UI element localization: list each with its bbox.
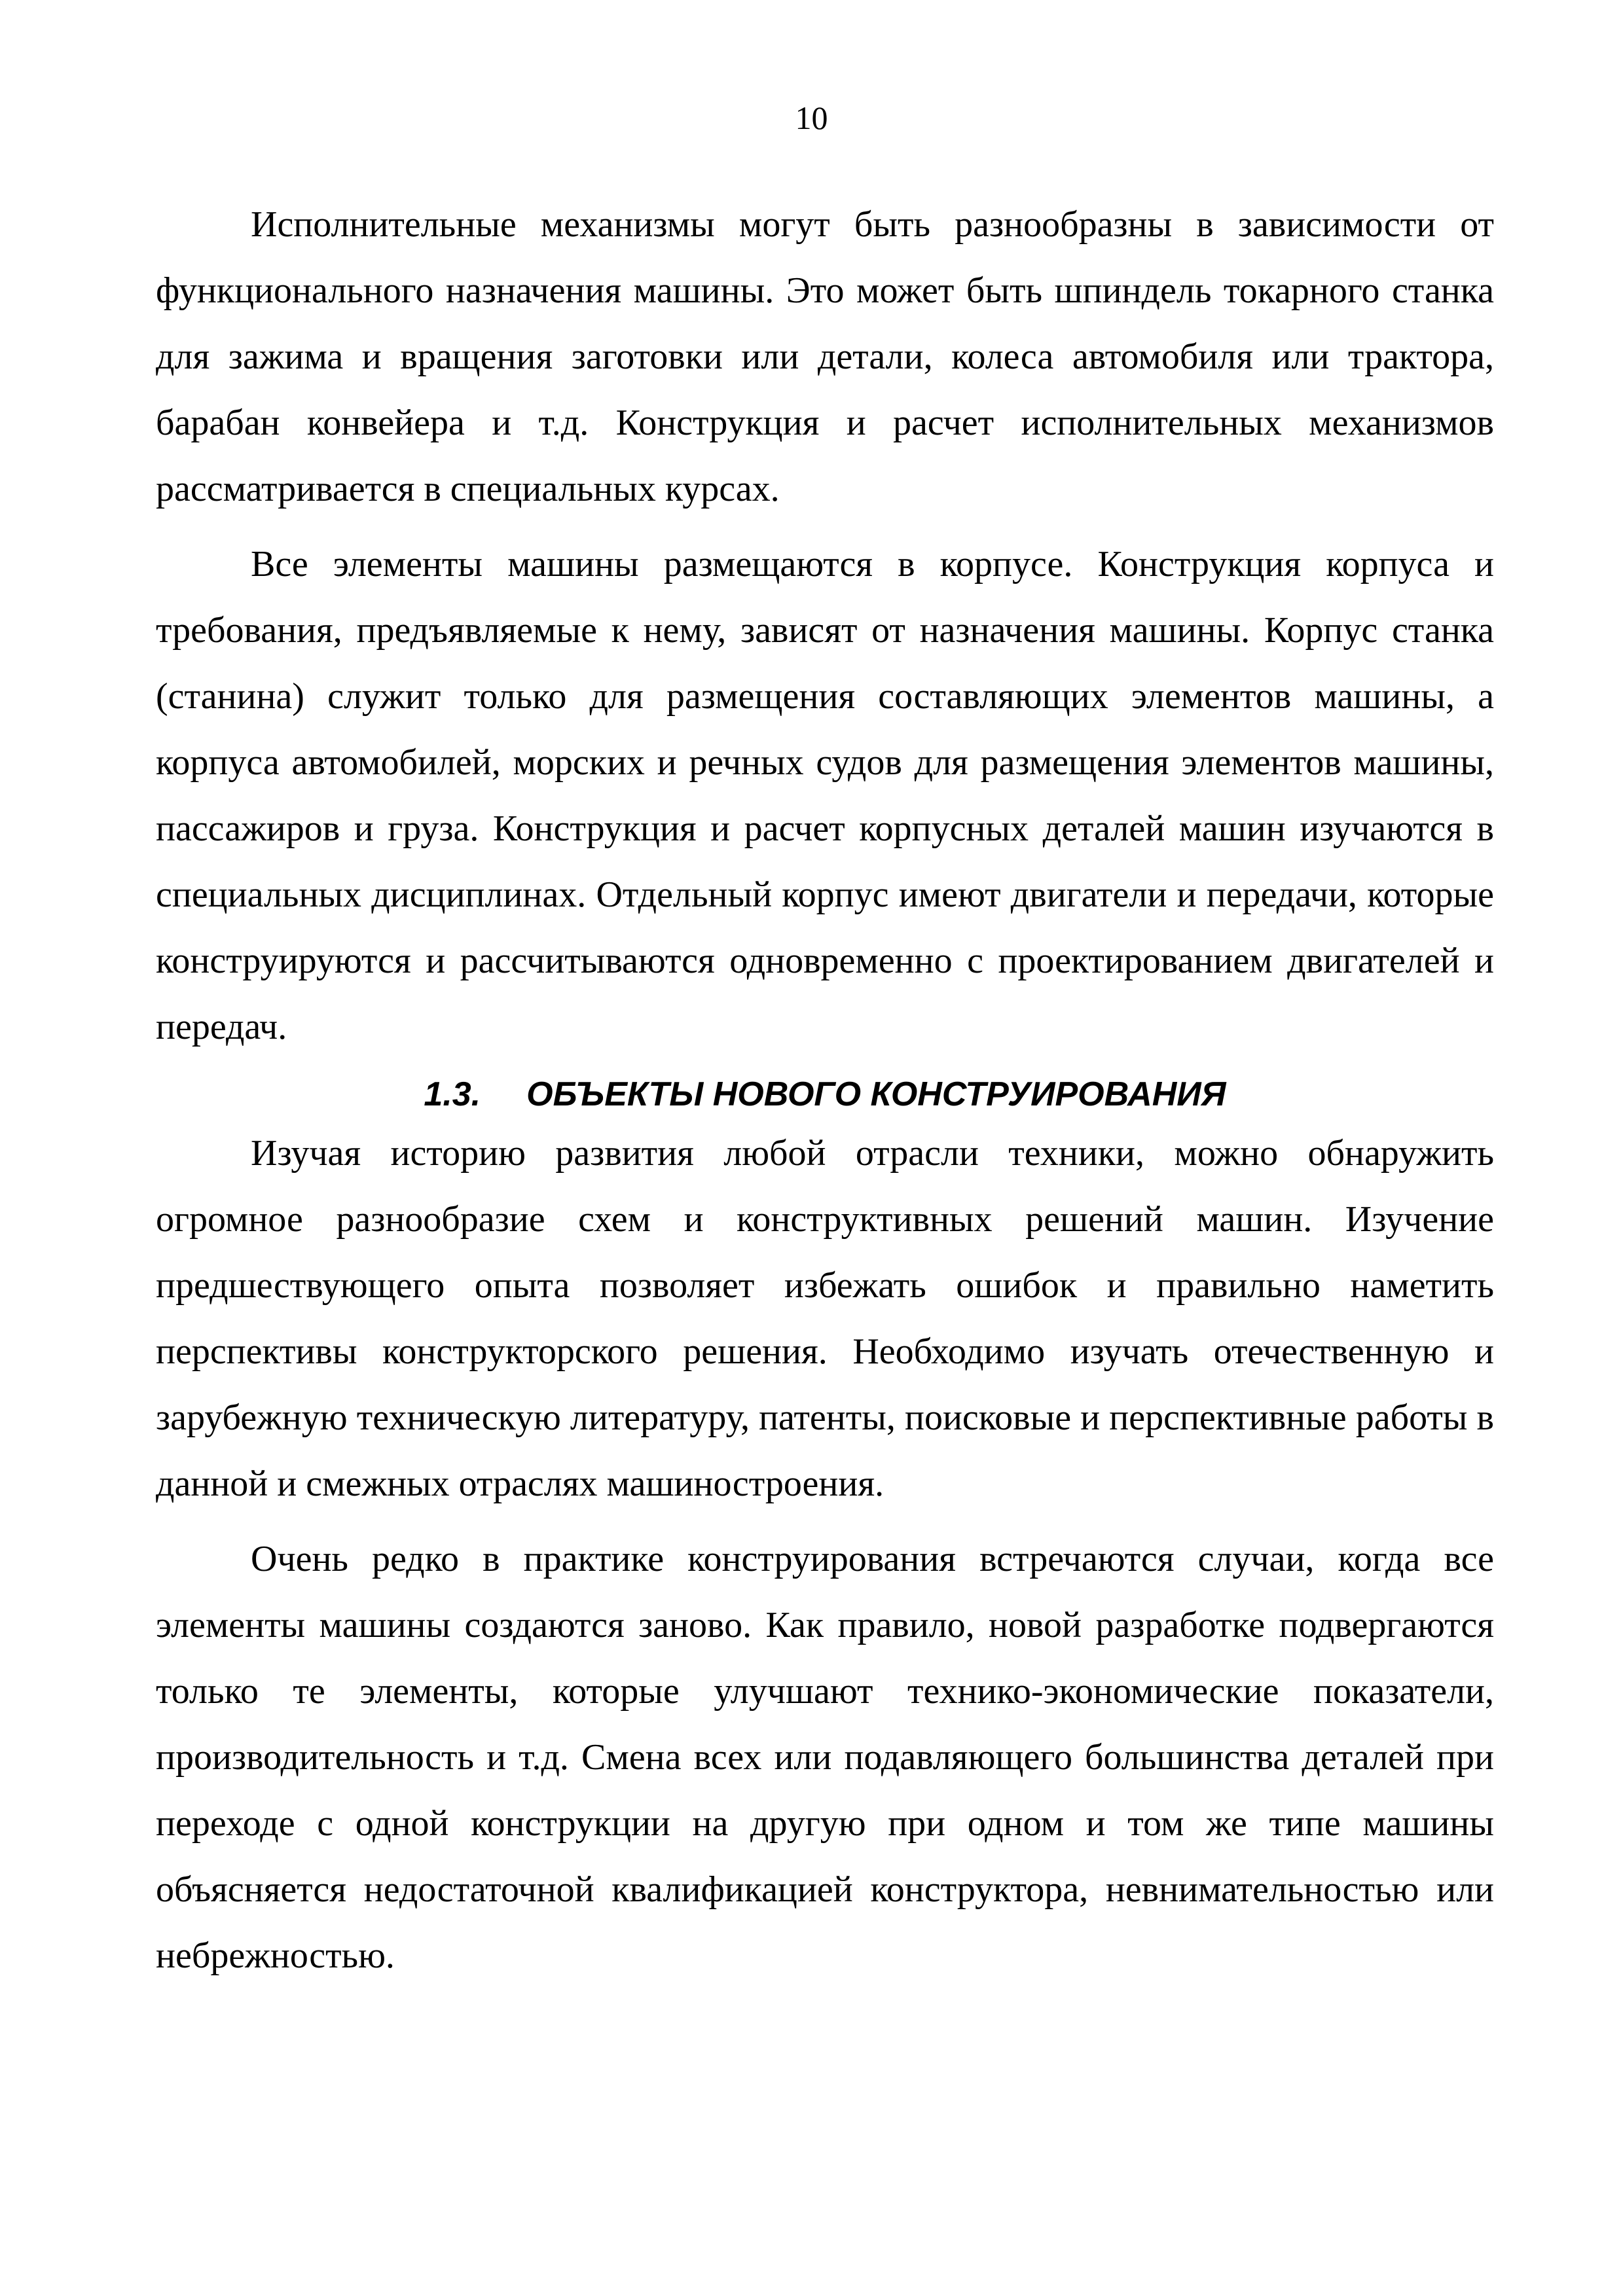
paragraph: Очень редко в практике конструирования встречаются случаи, когда все элементы машины создаются заново. Как правило, новой разработке подвергаются только те элементы, которые улучшают технико-экономические показатели, производительность и т.д. Смена всех или подавляющего большинства деталей при переходе с одной конструкции на другую при одном и том же типе машины объясняется недостаточной квалификацией конструктора, невнимательностью или небрежностью. — [156, 1539, 1494, 1976]
section-heading — [156, 1068, 1494, 1121]
section-title: ОБЪЕКТЫ НОВОГО КОНСТРУИРОВАНИЯ — [526, 1075, 1226, 1113]
paragraph: Исполнительные механизмы могут быть разнообразны в зависимости от функционального назначения машины. Это может быть шпиндель токарного станка для зажима и вращения заготовки или детали, колеса автомобиля или трактора, барабан конвейера и т.д. Конструкция и расчет исполнительных механизмов рассматривается в специальных курсах. — [156, 204, 1494, 509]
section-number: 1.3. — [424, 1075, 481, 1113]
paragraph: Все элементы машины размещаются в корпусе. Конструкция корпуса и требования, предъявляемые к нему, зависят от назначения машины. Корпус станка (станина) служит только для размещения составляющих элементов машины, а корпуса автомобилей, морских и речных судов для размещения элементов машины, пассажиров и груза. Конструкция и расчет корпусных деталей машин изучаются в специальных дисциплинах. Отдельный корпус имеют двигатели и передачи, которые конструируются и рассчитываются одновременно с проектированием двигателей и передач. — [156, 544, 1494, 1047]
body-text — [156, 192, 1494, 1989]
page-number: 10 — [795, 99, 828, 136]
paragraph: Изучая историю развития любой отрасли техники, можно обнаружить огромное разнообразие схем и конструктивных решений машин. Изучение предшествующего опыта позволяет избежать ошибок и правильно наметить перспективы конструкторского решения. Необходимо изучать отечественную и зарубежную техническую литературу, патенты, поисковые и перспективные работы в данной и смежных отраслях машиностроения. — [156, 1133, 1494, 1504]
